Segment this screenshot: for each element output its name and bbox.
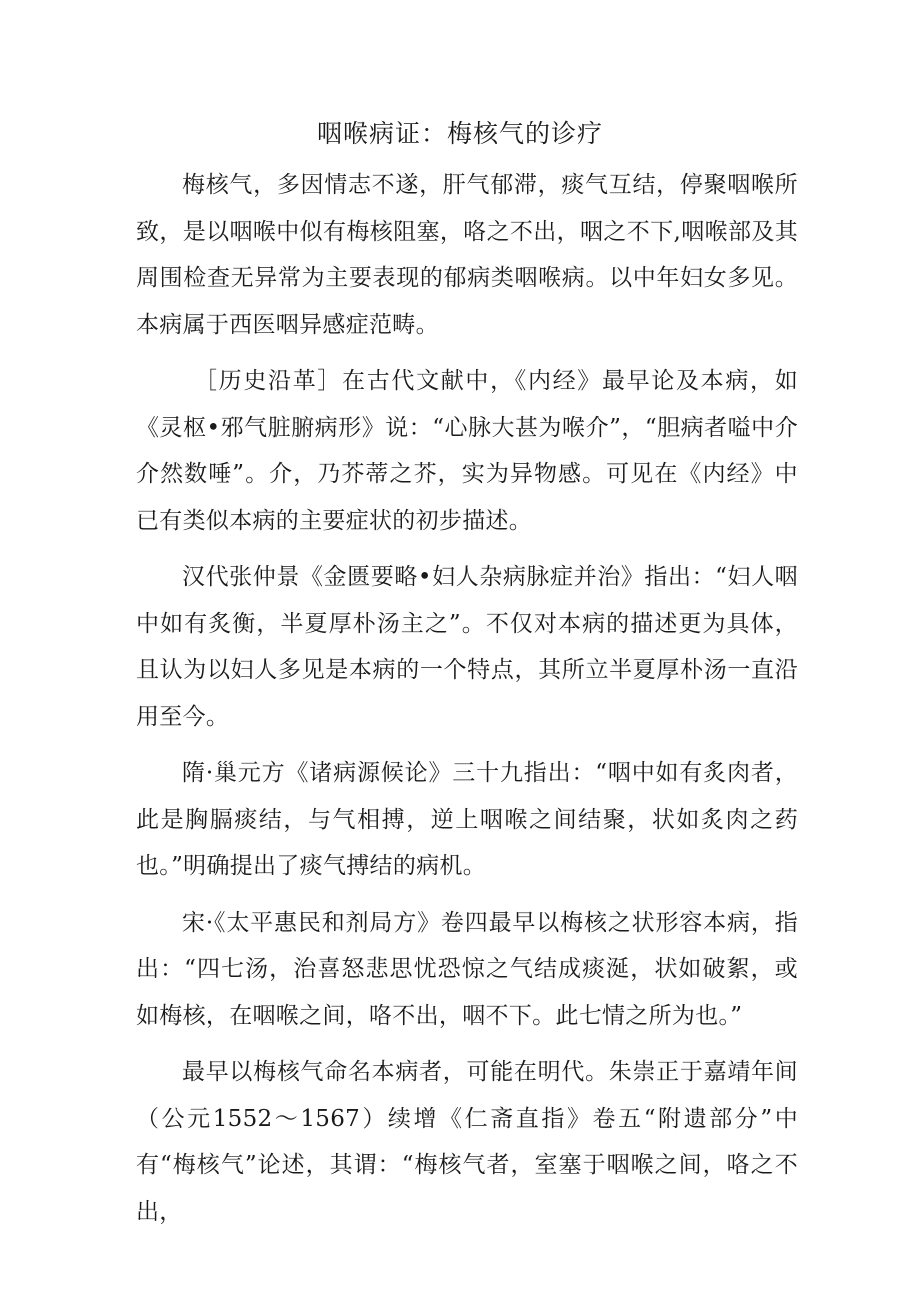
document-body [136,162,798,1245]
paragraph-intro: 梅核气，多因情志不遂，肝气郁滞，痰气互结，停聚咽喉所致，是以咽喉中似有梅核阻塞，咯之不出，咽之不下,咽喉部及其周围检查无异常为主要表现的郁病类咽喉病。以中年妇女多见。本病属于西医咽异感症范畴。 [136,172,798,338]
paragraph-history-sui: 隋·巢元方《诸病源候论》三十九指出：“咽中如有炙肉者，此是胸膈痰结，与气相搏，逆上咽喉之间结聚，状如炙肉之药也。”明确提出了痰气搏结的病机。 [136,760,798,879]
page-title: 咽喉病证：梅核气的诊疗 [316,119,603,148]
paragraph-history-song: 宋·《太平惠民和剂局方》卷四最早以梅核之状形容本病，指出：“四七汤，治喜怒悲思忧恐惊之气结成痰涎，状如破絮，或如梅核，在咽喉之间，咯不出，咽不下。此七情之所为也。” [136,909,798,1029]
paragraph-history-han: 汉代张仲景《金匮要略•妇人杂病脉症并治》指出：“妇人咽中如有炙衡，半夏厚朴汤主之”。不仅对本病的描述更为具体，且认为以妇人多见是本病的一个特点，其所立半夏厚朴汤一直沿用至今。 [136,564,798,730]
paragraph-history-neijing: ［历史沿革］在古代文献中，《内经》最早论及本病，如《灵枢•邪气脏腑病形》说：“心脉大甚为喉介”，“胆病者嗌中介介然数唾”。介，乃芥蒂之芥，实为异物感。可见在《内经》中已有类似本病的主要症状的初步描述。 [136,368,798,534]
paragraph-history-ming: 最早以梅核气命名本病者，可能在明代。朱崇正于嘉靖年间（公元1552～1567）续增《仁斋直指》卷五“附遗部分”中有“梅核气”论述，其谓：“梅核气者，室塞于咽喉之间，咯之不出， [136,1059,798,1225]
